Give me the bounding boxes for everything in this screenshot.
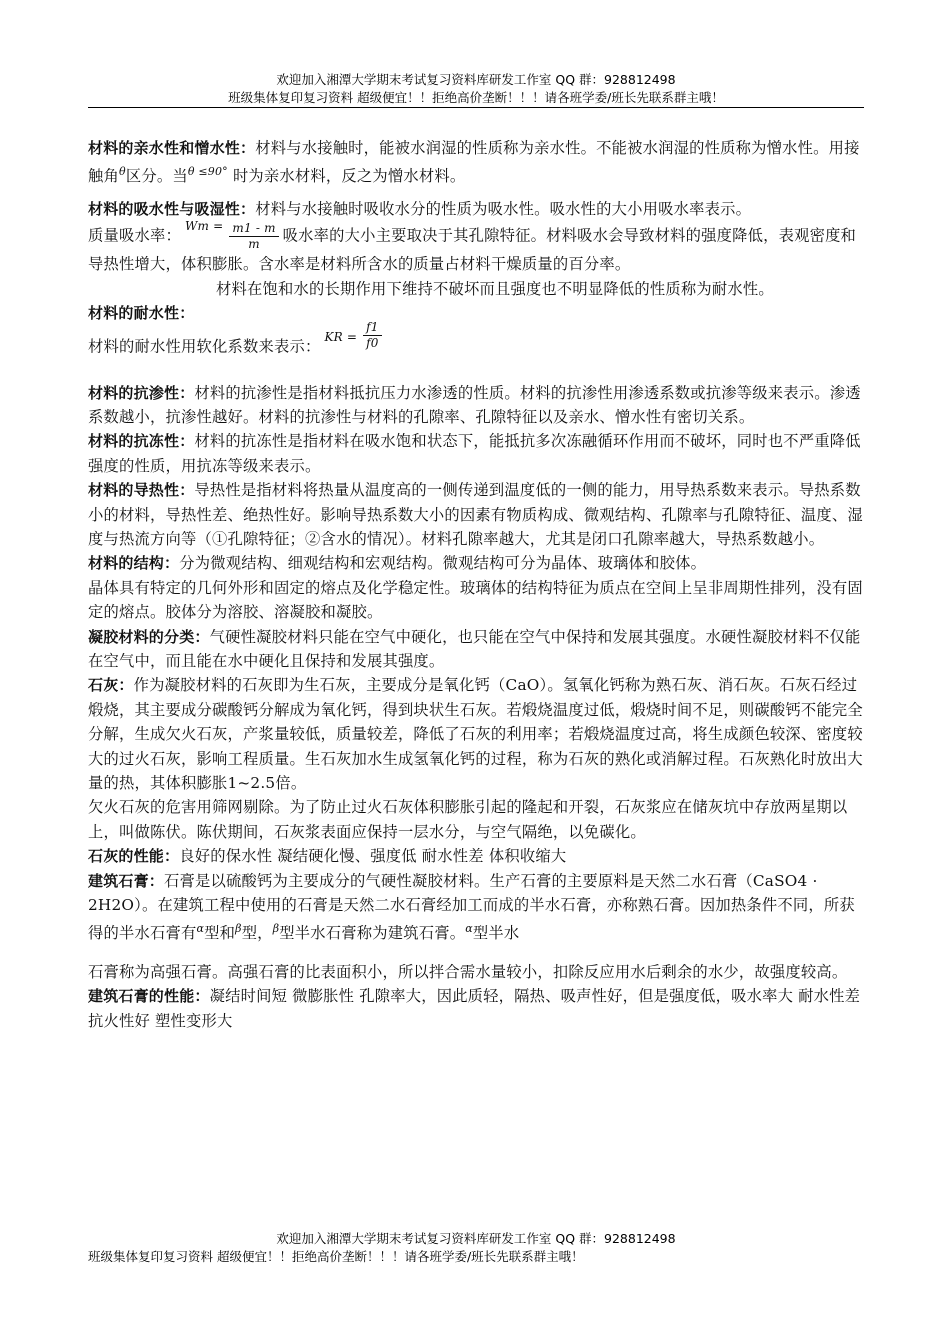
section-structure-detail: 晶体具有特定的几何外形和固定的熔点及化学稳定性。玻璃体的结构特征为质点在空间上呈非周期性排列，没有固定的熔点。胶体分为溶胶、溶凝胶和凝胶。 — [88, 578, 863, 622]
section-water-absorption: 材料的吸水性与吸湿性：材料与水接触时吸收水分的性质为吸水性。吸水性的大小用吸水率表示。 — [88, 199, 752, 218]
theta-symbol: θ — [119, 165, 126, 179]
header-line-1: 欢迎加入湘潭大学期末考试复习资料库研发工作室 QQ 群：928812498 — [276, 72, 676, 87]
section-gypsum-detail: 石膏称为高强石膏。高强石膏的比表面积小，所以拌合需水量较小，扣除反应用水后剩余的水少，故强度较高。 — [88, 962, 848, 981]
header-line-2: 班级集体复印复习资料 超级便宜！！拒绝高价垄断！！！请各班学委/班长先联系群主哦！ — [228, 90, 724, 105]
section-title: 建筑石膏： — [88, 871, 165, 890]
header-rule — [88, 107, 864, 108]
section-title: 材料的亲水性和憎水性： — [88, 139, 256, 157]
section-title: 建筑石膏的性能： — [88, 987, 210, 1006]
section-title: 石灰： — [88, 676, 134, 695]
section-title: 材料的耐水性： — [88, 304, 195, 323]
section-thermal-conductivity: 材料的导热性：导热性是指材料将热量从温度高的一侧传递到温度低的一侧的能力，用导热系数来表示。导热系数小的材料，导热性差、绝热性好。影响导热系数大小的因素有物质构成、微观结构、孔隙率与孔隙特征、温度、湿度与热流方向等（①孔隙特征；②含水的情况）。材料孔隙率越大，尤其是闭口孔隙率越大，导热系数越小。 — [88, 481, 863, 548]
section-binder-classification: 凝胶材料的分类：气硬性凝胶材料只能在空气中硬化，也只能在空气中保持和发展其强度。水硬性凝胶材料不仅能在空气中，而且能在水中硬化且保持和发展其强度。 — [88, 627, 861, 670]
beta-symbol: β — [272, 922, 280, 936]
contact-angle-condition: θ ≤90° — [187, 165, 228, 179]
section-gypsum: 建筑石膏：石膏是以硫酸钙为主要成分的气硬性凝胶材料。生产石膏的主要原料是天然二水石膏（CaSO4 · 2H2O）。在建筑工程中使用的石膏是天然二水石膏经加工而成的半水石膏，亦称熟石膏。因加热条件不同，所获得的半水石膏有$^\alpha$型和$^\beta$型，$^\beta$型半水石膏称为建筑石膏。$^\alpha$型半水 — [88, 871, 855, 943]
softening-formula: KR = $\frac{f1}{f0}$ — [324, 332, 381, 363]
section-hydrophilic: 材料的亲水性和憎水性：材料与水接触时，能被水润湿的性质称为亲水性。不能被水润湿的性质称为憎水性。用接触角$^\theta$区分。当$^{\theta \le 90^\circ}$ 时为亲水材料，反之为憎水材料。 — [88, 139, 860, 186]
beta-symbol: β — [235, 922, 242, 936]
section-frost-resistance: 材料的抗冻性：材料的抗冻性是指材料在吸水饱和状态下，能抵抗多次冻融循环作用而不破坏，同时也不严重降低强度的性质，用抗冻等级来表示。 — [88, 432, 861, 475]
softening-coefficient-line: 材料的耐水性用软化系数来表示：KR = $\frac{f1}{f0}$ — [88, 332, 868, 363]
section-title: 材料的抗冻性： — [88, 432, 195, 451]
section-water-resistance: 材料在饱和水的长期作用下维持不破坏而且强度也不明显降低的性质称为耐水性。 — [216, 279, 774, 298]
section-title: 材料的抗渗性： — [88, 383, 195, 402]
footer-line-1: 欢迎加入湘潭大学期末考试复习资料库研发工作室 QQ 群：928812498 — [276, 1231, 676, 1246]
section-structure: 材料的结构：分为微观结构、细观结构和宏观结构。微观结构可分为晶体、玻璃体和胶体。 — [88, 554, 707, 573]
section-title: 材料的结构： — [88, 554, 180, 573]
absorption-formula: Wm = $\frac{m1 - m}{m}$ — [185, 221, 279, 252]
document-body — [88, 136, 868, 1033]
page-header — [88, 71, 864, 107]
page-footer — [88, 1230, 864, 1266]
section-title: 凝胶材料的分类： — [88, 627, 210, 646]
section-water-absorption-formula: 质量吸水率：Wm = $\frac{m1 - m}{m}$ 吸水率的大小主要取决于其孔隙特征。材料吸水会导致材料的强度降低，表观密度和导热性增大，体积膨胀。含水率是材料所含水的质量占材料干燥质量的百分率。 — [88, 219, 857, 274]
section-impermeability: 材料的抗渗性：材料的抗渗性是指材料抵抗压力水渗透的性质。材料的抗渗性用渗透系数或抗渗等级来表示。渗透系数越小，抗渗性越好。材料的抗渗性与材料的孔隙率、孔隙特征以及亲水、憎水性有密切关系。 — [88, 383, 861, 426]
alpha-symbol: α — [196, 922, 205, 936]
section-title: 材料的吸水性与吸湿性： — [88, 199, 256, 218]
section-title: 石灰的性能： — [88, 847, 180, 866]
alpha-symbol: α — [465, 922, 473, 936]
section-gypsum-properties: 建筑石膏的性能：凝结时间短 微膨胀性 孔隙率大，因此质轻，隔热、吸声性好，但是强度低，吸水率大 耐水性差 抗火性好 塑性变形大 — [88, 987, 861, 1030]
section-lime: 石灰：作为凝胶材料的石灰即为生石灰，主要成分是氧化钙（CaO）。氢氧化钙称为熟石灰、消石灰。石灰石经过煅烧，其主要成分碳酸钙分解成为氧化钙，得到块状生石灰。若煅烧温度过低，煅烧时间不足，则碳酸钙不能完全分解，生成欠火石灰，产浆量较低，质量较差，降低了石灰的利用率；若煅烧温度过高，将生成颜色较深、密度较大的过火石灰，影响工程质量。生石灰加水生成氢氧化钙的过程，称为石灰的熟化或消解过程。石灰熟化时放出大量的热，其体积膨胀1~2.5倍。 — [88, 676, 863, 793]
section-title: 材料的导热性： — [88, 481, 195, 500]
section-lime-properties: 石灰的性能：良好的保水性 凝结硬化慢、强度低 耐水性差 体积收缩大 — [88, 847, 567, 866]
footer-line-2: 班级集体复印复习资料 超级便宜！！拒绝高价垄断！！！请各班学委/班长先联系群主哦！ — [88, 1249, 584, 1264]
section-lime-detail: 欠火石灰的危害用筛网剔除。为了防止过火石灰体积膨胀引起的隆起和开裂，石灰浆应在储灰坑中存放两星期以上，叫做陈伏。陈伏期间，石灰浆表面应保持一层水分，与空气隔绝，以免碳化。 — [88, 798, 848, 841]
